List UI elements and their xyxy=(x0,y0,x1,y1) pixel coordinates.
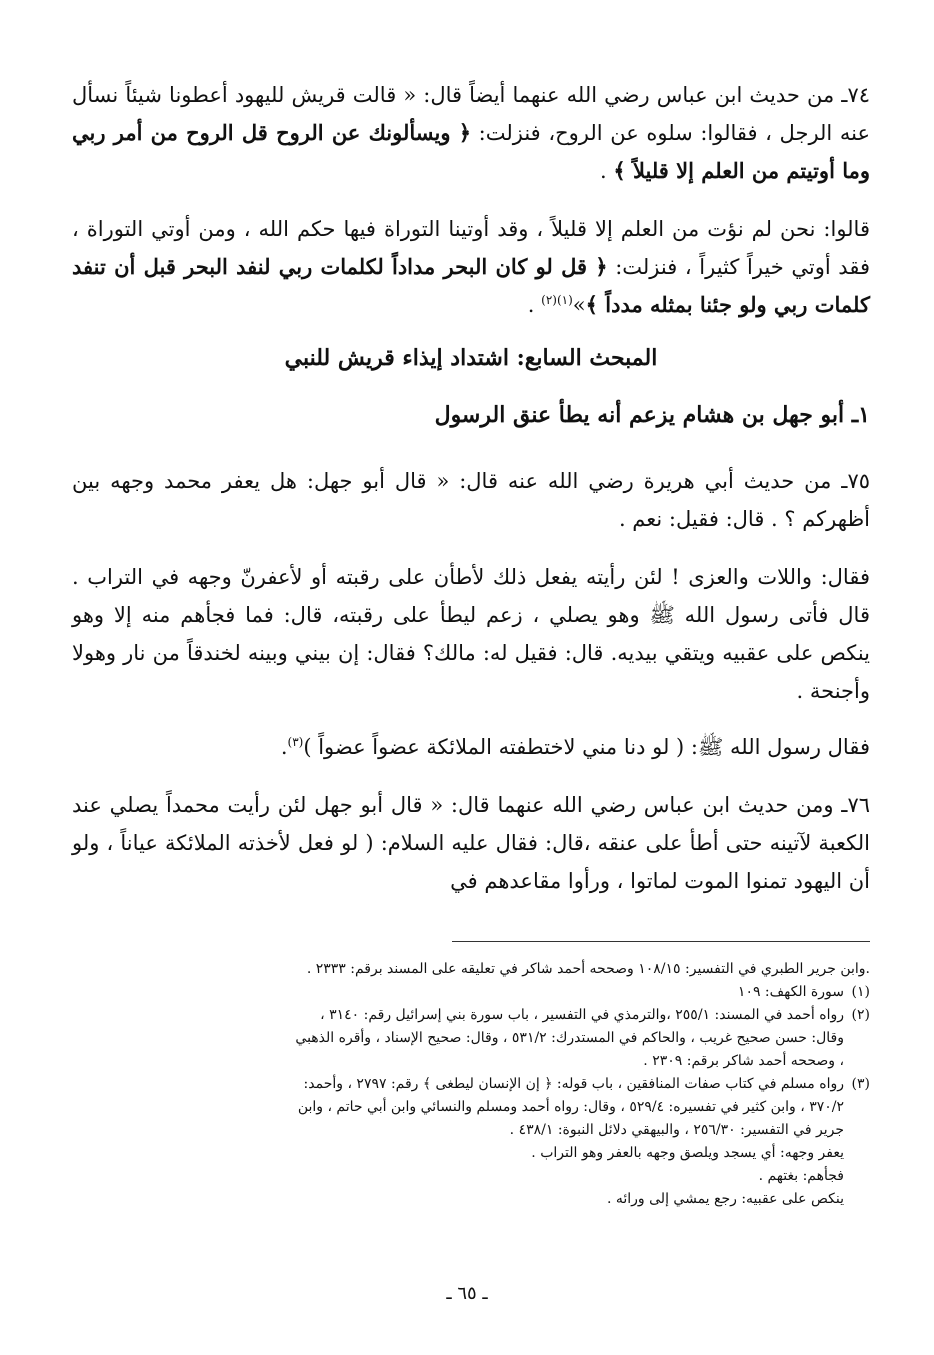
footnote-divider xyxy=(452,941,870,942)
hadith-76-text: ٧٦ـ ومن حديث ابن عباس رضي الله عنهما قال: « قال أبو جهل لئن رأيت محمداً يصلي عند الكعبة لآتينه حتى أطأ على عنقه ،قال: فقال عليه السلام: ( لو فعل لأخذته الملائكة عياناً ، ولو أن اليهود تمنوا الموت لماتوا ، ورأوا مقاعدهم في xyxy=(72,793,870,893)
footnote-number: (١) xyxy=(851,984,870,1000)
footnote-text: رواه مسلم في كتاب صفات المنافقين ، باب قوله: ﴿ إن الإنسان ليطغى ﴾ رقم: ٢٧٩٧ ، وأحمد: xyxy=(303,1076,844,1092)
footnote-text: رواه أحمد في المسند: ٢٥٥/١ ،والترمذي في التفسير ، باب سورة بني إسرائيل رقم: ٣١٤٠ ، xyxy=(320,1007,844,1023)
hadith-75-text: ٧٥ـ من حديث أبي هريرة رضي الله عنه قال: « قال أبو جهل: هل يعفر محمد وجهه بين أظهركم ؟ . قال: فقيل: نعم . xyxy=(72,469,870,531)
paragraph-hadith-74 xyxy=(72,76,870,190)
gloss-line: ينكص على عقبيه: رجع يمشي إلى ورائه . xyxy=(606,1191,844,1207)
footnote-3-line2: ٣٧٠/٢ ، وابن كثير في تفسيره: ٥٢٩/٤ ، وقال: رواه أحمد ومسلم والنسائي وابن أبي حاتم ، وابن xyxy=(297,1099,844,1115)
footnote-number: (٣) xyxy=(851,1076,870,1092)
footnotes xyxy=(72,958,870,1211)
footnote-1 xyxy=(72,981,870,1004)
paragraph-hadith-75 xyxy=(72,462,870,538)
gloss-line: فجأهم: بغتهم . xyxy=(758,1168,844,1184)
footnote-3 xyxy=(72,1073,870,1096)
punctuation: . xyxy=(600,159,614,183)
paragraph-hadith-75-cont xyxy=(72,558,870,710)
gloss-line: يعفر وجهه: أي يسجد ويلصق وجهه بالعفر وهو التراب . xyxy=(531,1145,844,1161)
subheading: ١ـ أبو جهل بن هشام يزعم أنه يطأ عنق الرسول xyxy=(434,402,870,428)
quote-close: » xyxy=(572,293,586,317)
footnote-2-line3: ، وصححه أحمد شاكر برقم: ٢٣٠٩ . xyxy=(643,1053,844,1069)
paragraph-prophet-saying xyxy=(72,728,870,766)
hadith-74-cont-text: قالوا: نحن لم نؤت من العلم إلا قليلاً ، وقد أوتينا التوراة فيها حكم الله ، ومن أوتي التوراة ، فقد أوتي خيراً كثيراً ، فنزلت: xyxy=(72,217,870,279)
paragraph-hadith-76 xyxy=(72,786,870,900)
quran-verse: ﴿ ويسألونك عن الروح قل الروح من أمر ربي وما أوتيتم من العلم إلا قليلاً ﴾ xyxy=(72,120,870,183)
hadith-74-text: ٧٤ـ من حديث ابن عباس رضي الله عنهما أيضاً قال: « قالت قريش لليهود أعطونا شيئاً نسأل عنه الرجل ، فقالوا: سلوه عن الروح، فنزلت: xyxy=(72,83,870,145)
footnote-text: سورة الكهف: ١٠٩ xyxy=(737,984,844,1000)
punctuation: . xyxy=(280,735,288,759)
page-number: ـ ٦٥ ـ xyxy=(446,1283,488,1304)
footnote-3-line3: جرير في التفسير: ٢٥٦/٣٠ ، والبيهقي دلائل النبوة: ٤٣٨/١ . xyxy=(509,1122,844,1138)
footnote-continuation: .وابن جرير الطبري في التفسير: ١٠٨/١٥ وصححه أحمد شاكر في تعليقه على المسند برقم: ٢٣٣٣ . xyxy=(306,961,870,977)
section-title: المبحث السابع: اشتداد إيذاء قريش للنبي xyxy=(284,345,658,371)
hadith-75-cont-text: فقال: واللات والعزى ! لئن رأيته يفعل ذلك لأطأن على رقبته أو لأعفرنّ وجهه في التراب . قال فأتى رسول الله ﷺ وهو يصلي ، زعم ليطأ على رقبته، قال: فما فجأهم منه إلا وهو ينكص على عقبيه ويتقي بيديه. قال: فقيل له: مالك؟ فقال: إن بيني وبينه لخندقاً من نار وهولا وأجنحة . xyxy=(72,565,870,703)
footnote-2 xyxy=(72,1004,870,1027)
footnote-2-line2: وقال: حسن صحيح غريب ، والحاكم في المستدرك: ٥٣١/٢ ، وقال: صحيح الإسناد ، وأقره الذهبي xyxy=(295,1030,844,1046)
quran-verse: ﴿ قل لو كان البحر مداداً لكلمات ربي لنفد البحر قبل أن تنفد كلمات ربي ولو جئنا بمثله مدداً ﴾ xyxy=(72,254,870,317)
paragraph-hadith-74-cont xyxy=(72,210,870,324)
footnote-ref[interactable]: (١)(٢) xyxy=(541,293,573,307)
footnote-number: (٢) xyxy=(851,1007,870,1023)
prophet-saying-text: فقال رسول الله ﷺ: ( لو دنا مني لاختطفته الملائكة عضواً عضواً ) xyxy=(303,735,870,759)
punctuation: . xyxy=(527,293,542,317)
footnote-ref[interactable]: (٣) xyxy=(287,735,304,749)
